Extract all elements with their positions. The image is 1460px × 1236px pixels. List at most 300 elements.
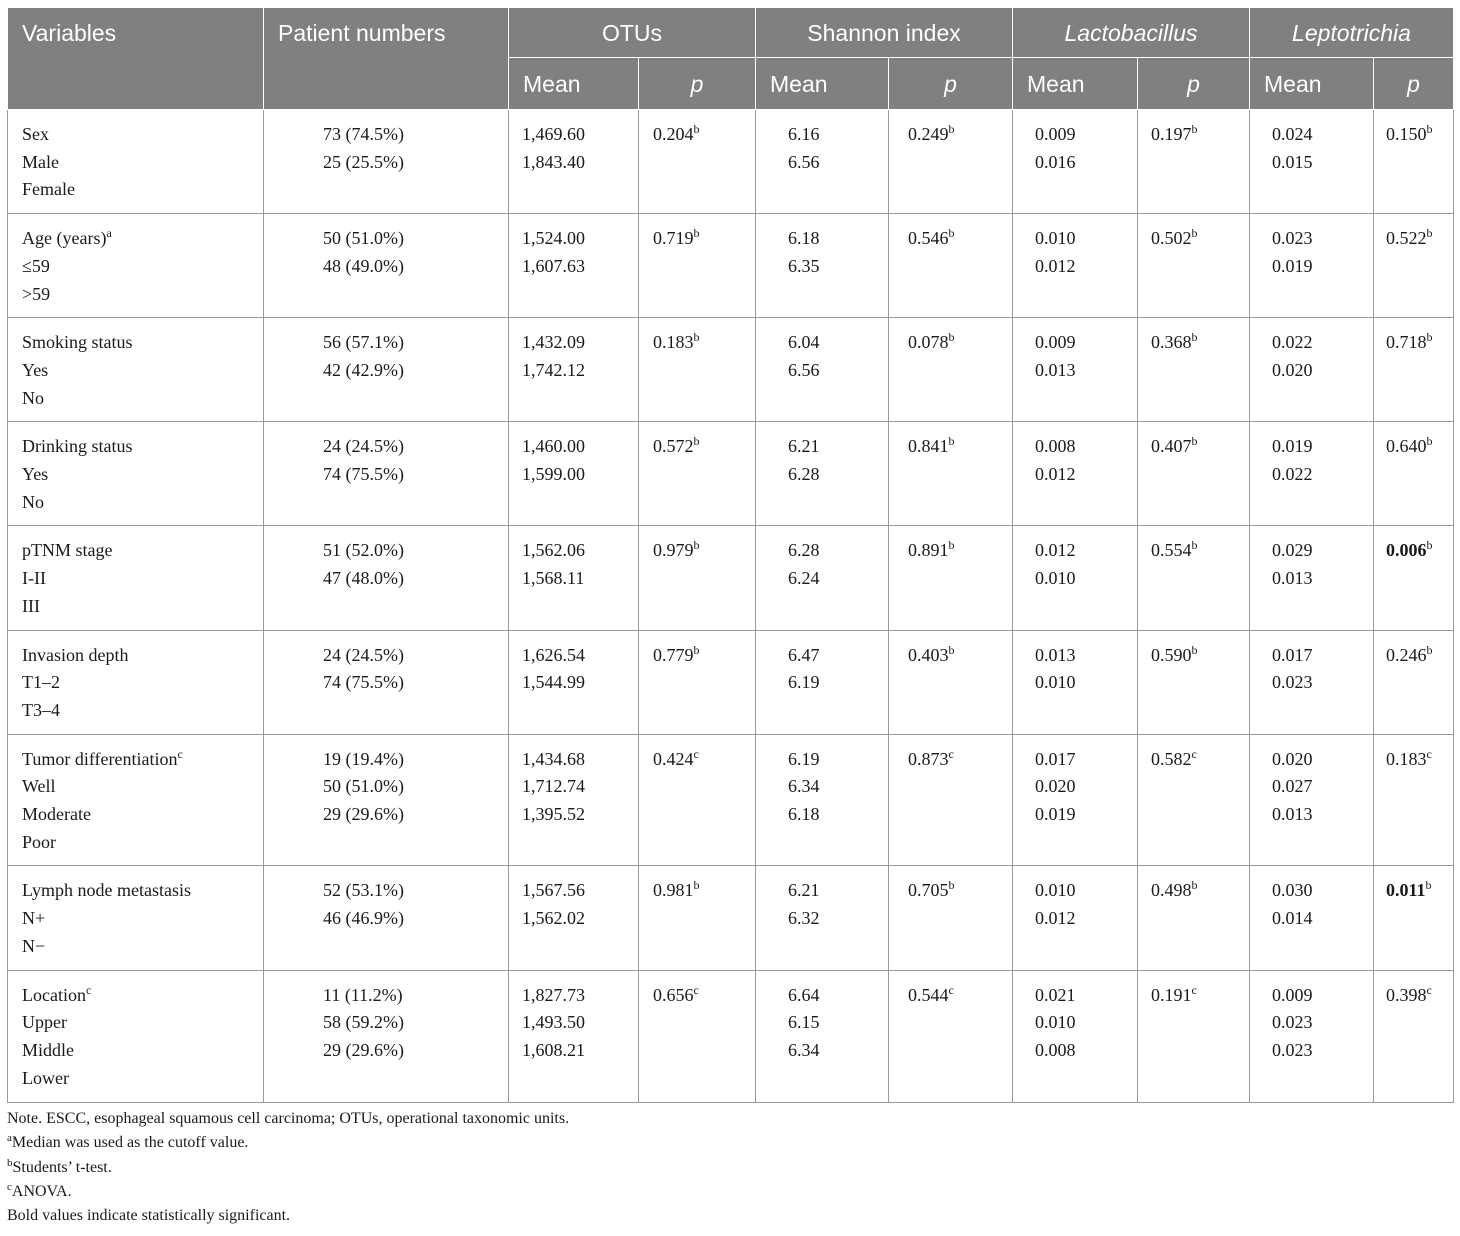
- variable-level: Lower: [22, 1067, 69, 1088]
- shannon-mean-cell-value: 6.18: [788, 228, 820, 249]
- lepto-p-cell-sup: b: [1426, 330, 1433, 345]
- variable-cell: [8, 526, 264, 630]
- header-otus-mean: Mean: [509, 58, 639, 110]
- table-row: [8, 970, 1454, 1102]
- lacto-p-cell: [1138, 214, 1250, 318]
- header-patient-numbers: Patient numbers: [264, 8, 509, 110]
- lepto-mean-cell-value: 0.013: [1272, 568, 1313, 589]
- lacto-mean-cell: [1013, 318, 1138, 422]
- otus-p-cell: [639, 110, 756, 214]
- patient-numbers-cell-value: 25 (25.5%): [323, 151, 404, 172]
- lacto-mean-cell-value: 0.010: [1035, 672, 1076, 693]
- variable-level: III: [22, 595, 40, 616]
- lacto-mean-cell: [1013, 970, 1138, 1102]
- header-row-1: [8, 8, 1454, 58]
- shannon-mean-cell: [756, 866, 889, 970]
- shannon-p-cell: [889, 630, 1013, 734]
- otus-p-cell: [639, 318, 756, 422]
- lepto-p-cell: [1374, 866, 1454, 970]
- lacto-p-cell: [1138, 110, 1250, 214]
- variable-cell: [8, 214, 264, 318]
- variable-level: Poor: [22, 831, 57, 852]
- otus-mean-cell-value: 1,827.73: [522, 984, 585, 1005]
- lacto-mean-cell-value: 0.016: [1035, 151, 1076, 172]
- data-table: [7, 7, 1454, 1103]
- lacto-mean-cell-value: 0.020: [1035, 776, 1076, 797]
- lacto-mean-cell: [1013, 630, 1138, 734]
- lepto-mean-cell: [1250, 318, 1374, 422]
- lacto-p-cell: [1138, 318, 1250, 422]
- lepto-p-cell: [1374, 970, 1454, 1102]
- variable-level: Middle: [22, 1039, 74, 1060]
- shannon-mean-cell: [756, 526, 889, 630]
- lacto-p-cell: [1138, 630, 1250, 734]
- lepto-mean-cell-value: 0.022: [1272, 464, 1313, 485]
- shannon-p-cell-value: 0.403: [908, 644, 949, 665]
- shannon-mean-cell-value: 6.56: [788, 359, 820, 380]
- otus-mean-cell: [509, 630, 639, 734]
- shannon-p-cell: [889, 526, 1013, 630]
- variable-cell: [8, 110, 264, 214]
- patient-numbers-cell-value: 50 (51.0%): [323, 776, 404, 797]
- variable-level: N+: [22, 908, 46, 929]
- footnote-a: [7, 1131, 569, 1155]
- lepto-p-cell-sup: b: [1426, 538, 1433, 553]
- lacto-p-cell-sup: b: [1191, 642, 1198, 657]
- lacto-p-cell-value: 0.368: [1151, 332, 1192, 353]
- variable-label: Drinking status: [22, 436, 133, 457]
- lepto-p-cell-sup: b: [1426, 642, 1433, 657]
- otus-mean-cell: [509, 970, 639, 1102]
- footnote-a-mark: a: [7, 1132, 12, 1145]
- lepto-mean-cell: [1250, 422, 1374, 526]
- header-variables: Variables: [8, 8, 264, 110]
- lepto-p-cell: [1374, 110, 1454, 214]
- lacto-mean-cell-value: 0.012: [1035, 540, 1076, 561]
- patient-numbers-cell-value: 56 (57.1%): [323, 332, 404, 353]
- variable-cell: [8, 970, 264, 1102]
- shannon-p-cell-value: 0.873: [908, 748, 949, 769]
- otus-p-cell: [639, 866, 756, 970]
- lepto-mean-cell-value: 0.015: [1272, 151, 1313, 172]
- variable-label: Location: [22, 984, 86, 1005]
- lacto-mean-cell-value: 0.009: [1035, 124, 1076, 144]
- shannon-p-cell-value: 0.891: [908, 540, 949, 561]
- variable-level: No: [22, 491, 44, 512]
- lepto-p-cell-sup: c: [1426, 746, 1432, 761]
- table-container: [7, 7, 1453, 1103]
- otus-mean-cell-value: 1,607.63: [522, 255, 585, 276]
- lepto-p-cell-sup: b: [1426, 122, 1433, 136]
- patient-numbers-cell-value: 52 (53.1%): [323, 880, 404, 901]
- otus-p-cell-sup: c: [693, 746, 699, 761]
- lepto-mean-cell-value: 0.024: [1272, 124, 1313, 144]
- lepto-mean-cell: [1250, 970, 1374, 1102]
- variable-name: [22, 537, 263, 565]
- lepto-p-cell-sup: c: [1426, 982, 1432, 997]
- lacto-p-cell-sup: c: [1191, 982, 1197, 997]
- lacto-p-cell-sup: b: [1191, 878, 1198, 893]
- otus-mean-cell: [509, 110, 639, 214]
- lepto-p-cell-value: 0.398: [1386, 984, 1427, 1005]
- otus-mean-cell: [509, 318, 639, 422]
- patient-numbers-cell-value: 24 (24.5%): [323, 436, 404, 457]
- shannon-p-cell-value: 0.544: [908, 984, 949, 1005]
- otus-p-cell: [639, 422, 756, 526]
- otus-mean-cell-value: 1,469.60: [522, 124, 585, 144]
- variable-level: I-II: [22, 568, 46, 589]
- lacto-mean-cell-value: 0.010: [1035, 568, 1076, 589]
- lepto-p-cell-sup: b: [1426, 226, 1433, 241]
- lepto-p-cell-value: 0.522: [1386, 228, 1427, 249]
- lacto-mean-cell-value: 0.010: [1035, 228, 1076, 249]
- patient-numbers-cell: [264, 630, 509, 734]
- lepto-mean-cell-value: 0.029: [1272, 540, 1313, 561]
- variable-level: Well: [22, 776, 56, 797]
- otus-p-cell-sup: b: [693, 878, 700, 893]
- shannon-mean-cell-value: 6.15: [788, 1012, 820, 1033]
- variable-sup: c: [177, 746, 183, 761]
- otus-mean-cell-value: 1,608.21: [522, 1039, 585, 1060]
- patient-numbers-cell-value: 51 (52.0%): [323, 540, 404, 561]
- lacto-p-cell-sup: b: [1191, 330, 1198, 345]
- patient-numbers-cell: [264, 422, 509, 526]
- lepto-mean-cell-value: 0.014: [1272, 908, 1313, 929]
- header-shannon-p: p: [889, 58, 1013, 110]
- shannon-mean-cell-value: 6.32: [788, 908, 820, 929]
- lacto-mean-cell: [1013, 422, 1138, 526]
- patient-numbers-cell-value: 50 (51.0%): [323, 228, 404, 249]
- variable-level: No: [22, 387, 44, 408]
- otus-p-cell-value: 0.656: [653, 984, 694, 1005]
- patient-numbers-cell-value: 24 (24.5%): [323, 644, 404, 665]
- header-shannon-mean: Mean: [756, 58, 889, 110]
- shannon-mean-cell-value: 6.64: [788, 984, 820, 1005]
- variable-label: Lymph node metastasis: [22, 880, 191, 901]
- variable-name: [22, 642, 263, 670]
- shannon-p-cell-sup: b: [948, 434, 955, 449]
- shannon-p-cell-sup: c: [948, 982, 954, 997]
- lepto-mean-cell-value: 0.009: [1272, 984, 1313, 1005]
- otus-p-cell-value: 0.981: [653, 880, 694, 901]
- otus-p-cell-value: 0.424: [653, 748, 694, 769]
- lacto-p-cell-value: 0.502: [1151, 228, 1192, 249]
- footnote-c: [7, 1180, 569, 1204]
- header-leptotrichia: Leptotrichia: [1250, 8, 1454, 58]
- patient-numbers-cell-value: 29 (29.6%): [323, 804, 404, 825]
- otus-p-cell: [639, 734, 756, 866]
- lacto-p-cell-sup: c: [1191, 746, 1197, 761]
- lepto-p-cell-value: 0.183: [1386, 748, 1427, 769]
- lacto-p-cell-sup: b: [1191, 226, 1198, 241]
- otus-mean-cell: [509, 866, 639, 970]
- otus-p-cell: [639, 526, 756, 630]
- lepto-mean-cell-value: 0.020: [1272, 748, 1313, 769]
- shannon-p-cell: [889, 318, 1013, 422]
- otus-mean-cell: [509, 734, 639, 866]
- shannon-p-cell-sup: b: [948, 330, 955, 345]
- otus-p-cell-sup: b: [693, 122, 700, 136]
- patient-numbers-cell-value: 74 (75.5%): [323, 464, 404, 485]
- patient-numbers-cell-value: 48 (49.0%): [323, 255, 404, 276]
- variable-cell: [8, 734, 264, 866]
- header-lepto-p: p: [1374, 58, 1454, 110]
- lepto-p-cell-sup: b: [1425, 878, 1432, 893]
- lepto-mean-cell-value: 0.022: [1272, 332, 1313, 353]
- shannon-mean-cell-value: 6.04: [788, 332, 820, 353]
- variable-level: T1–2: [22, 672, 60, 693]
- shannon-mean-cell: [756, 318, 889, 422]
- lepto-mean-cell: [1250, 630, 1374, 734]
- table-footnotes: [7, 1107, 569, 1228]
- shannon-p-cell: [889, 734, 1013, 866]
- lacto-p-cell-value: 0.582: [1151, 748, 1192, 769]
- shannon-mean-cell-value: 6.28: [788, 540, 820, 561]
- otus-mean-cell: [509, 526, 639, 630]
- otus-mean-cell-value: 1,460.00: [522, 436, 585, 457]
- lacto-mean-cell: [1013, 734, 1138, 866]
- lepto-mean-cell: [1250, 214, 1374, 318]
- lepto-mean-cell-value: 0.017: [1272, 644, 1313, 665]
- shannon-mean-cell-value: 6.47: [788, 644, 820, 665]
- patient-numbers-cell: [264, 318, 509, 422]
- lacto-mean-cell-value: 0.009: [1035, 332, 1076, 353]
- otus-mean-cell-value: 1,599.00: [522, 464, 585, 485]
- lepto-mean-cell-value: 0.023: [1272, 228, 1313, 249]
- variable-level: N−: [22, 935, 46, 956]
- shannon-p-cell: [889, 866, 1013, 970]
- otus-p-cell-sup: b: [693, 538, 700, 553]
- shannon-p-cell-value: 0.546: [908, 228, 949, 249]
- variable-sup: a: [106, 226, 112, 241]
- table-row: [8, 318, 1454, 422]
- lacto-mean-cell-value: 0.008: [1035, 1039, 1076, 1060]
- otus-mean-cell-value: 1,712.74: [522, 776, 585, 797]
- otus-p-cell-sup: c: [693, 982, 699, 997]
- otus-p-cell-sup: b: [693, 642, 700, 657]
- variable-level: >59: [22, 283, 51, 304]
- footnote-note: Note. ESCC, esophageal squamous cell carcinoma; OTUs, operational taxonomic units.: [7, 1110, 570, 1127]
- otus-mean-cell-value: 1,562.02: [522, 908, 585, 929]
- variable-cell: [8, 422, 264, 526]
- lepto-mean-cell-value: 0.019: [1272, 255, 1313, 276]
- shannon-p-cell: [889, 422, 1013, 526]
- lacto-p-cell-value: 0.590: [1151, 644, 1192, 665]
- shannon-mean-cell-value: 6.56: [788, 151, 820, 172]
- otus-p-cell-value: 0.183: [653, 332, 694, 353]
- lacto-p-cell-value: 0.498: [1151, 880, 1192, 901]
- lepto-p-cell-value: 0.246: [1386, 644, 1427, 665]
- lepto-p-cell: [1374, 318, 1454, 422]
- lacto-mean-cell-value: 0.008: [1035, 436, 1076, 457]
- lepto-mean-cell: [1250, 734, 1374, 866]
- otus-mean-cell-value: 1,493.50: [522, 1012, 585, 1033]
- lacto-mean-cell-value: 0.013: [1035, 359, 1076, 380]
- lacto-mean-cell-value: 0.012: [1035, 255, 1076, 276]
- table-row: [8, 110, 1454, 214]
- patient-numbers-cell: [264, 526, 509, 630]
- header-lacto-p: p: [1138, 58, 1250, 110]
- otus-mean-cell: [509, 214, 639, 318]
- variable-level: ≤59: [22, 255, 50, 276]
- otus-p-cell-value: 0.779: [653, 644, 694, 665]
- patient-numbers-cell-value: 46 (46.9%): [323, 908, 404, 929]
- variable-sup: c: [85, 982, 92, 997]
- otus-p-cell-value: 0.719: [653, 228, 694, 249]
- variable-name: [22, 982, 263, 1010]
- table-row: [8, 422, 1454, 526]
- footnote-c-mark: c: [7, 1180, 12, 1193]
- shannon-mean-cell-value: 6.19: [788, 672, 820, 693]
- lepto-mean-cell-value: 0.023: [1272, 1012, 1313, 1033]
- shannon-mean-cell-value: 6.21: [788, 880, 820, 901]
- lacto-mean-cell-value: 0.012: [1035, 908, 1076, 929]
- header-otus-p: p: [639, 58, 756, 110]
- shannon-p-cell: [889, 214, 1013, 318]
- otus-p-cell: [639, 214, 756, 318]
- lepto-p-cell-sup: b: [1426, 434, 1433, 449]
- variable-name: [22, 121, 263, 149]
- lacto-p-cell: [1138, 866, 1250, 970]
- variable-level: Yes: [22, 464, 49, 485]
- lepto-p-cell: [1374, 630, 1454, 734]
- lepto-p-cell-value: 0.640: [1386, 436, 1427, 457]
- shannon-p-cell-sup: c: [948, 746, 954, 761]
- lepto-mean-cell-value: 0.027: [1272, 776, 1313, 797]
- patient-numbers-cell-value: 29 (29.6%): [323, 1039, 404, 1060]
- otus-mean-cell-value: 1,562.06: [522, 540, 585, 561]
- patient-numbers-cell: [264, 866, 509, 970]
- lepto-p-cell: [1374, 422, 1454, 526]
- shannon-p-cell-value: 0.841: [908, 436, 949, 457]
- variable-name: [22, 225, 263, 253]
- variable-level: Moderate: [22, 804, 91, 825]
- lacto-p-cell-value: 0.554: [1151, 540, 1192, 561]
- otus-mean-cell-value: 1,395.52: [522, 804, 585, 825]
- shannon-p-cell-value: 0.078: [908, 332, 949, 353]
- header-lepto-mean: Mean: [1250, 58, 1374, 110]
- lacto-mean-cell-value: 0.010: [1035, 1012, 1076, 1033]
- variable-name: [22, 329, 263, 357]
- lacto-mean-cell-value: 0.012: [1035, 464, 1076, 485]
- patient-numbers-cell: [264, 734, 509, 866]
- shannon-mean-cell: [756, 422, 889, 526]
- shannon-p-cell-sup: b: [948, 538, 955, 553]
- otus-p-cell-sup: b: [693, 330, 700, 345]
- variable-level: Male: [22, 151, 59, 172]
- lepto-mean-cell-value: 0.023: [1272, 1039, 1313, 1060]
- patient-numbers-cell-value: 47 (48.0%): [323, 568, 404, 589]
- otus-mean-cell-value: 1,626.54: [522, 644, 585, 665]
- lacto-p-cell-value: 0.191: [1151, 984, 1192, 1005]
- patient-numbers-cell: [264, 110, 509, 214]
- otus-mean-cell-value: 1,434.68: [522, 748, 585, 769]
- lacto-mean-cell-value: 0.019: [1035, 804, 1076, 825]
- otus-mean-cell: [509, 422, 639, 526]
- shannon-p-cell: [889, 970, 1013, 1102]
- lacto-p-cell: [1138, 526, 1250, 630]
- lepto-p-cell: [1374, 734, 1454, 866]
- patient-numbers-cell-value: 73 (74.5%): [323, 124, 404, 144]
- variable-name: [22, 746, 263, 774]
- patient-numbers-cell-value: 11 (11.2%): [323, 984, 403, 1005]
- shannon-mean-cell-value: 6.35: [788, 255, 820, 276]
- variable-level: Upper: [22, 1012, 67, 1033]
- lepto-p-cell-value: 0.011: [1386, 880, 1426, 901]
- shannon-p-cell-value: 0.249: [908, 124, 949, 144]
- shannon-p-cell-sup: b: [948, 878, 955, 893]
- otus-p-cell-sup: b: [693, 434, 700, 449]
- header-lactobacillus: Lactobacillus: [1013, 8, 1250, 58]
- shannon-mean-cell-value: 6.34: [788, 1039, 820, 1060]
- variable-level: Female: [22, 179, 75, 200]
- shannon-mean-cell: [756, 734, 889, 866]
- shannon-p-cell-sup: b: [948, 642, 955, 657]
- lacto-mean-cell: [1013, 866, 1138, 970]
- otus-p-cell: [639, 630, 756, 734]
- shannon-mean-cell-value: 6.34: [788, 776, 820, 797]
- shannon-p-cell: [889, 110, 1013, 214]
- otus-mean-cell-value: 1,432.09: [522, 332, 585, 353]
- otus-mean-cell-value: 1,567.56: [522, 880, 585, 901]
- lacto-p-cell: [1138, 970, 1250, 1102]
- variable-label: Sex: [22, 124, 49, 144]
- shannon-mean-cell-value: 6.28: [788, 464, 820, 485]
- lepto-mean-cell-value: 0.020: [1272, 359, 1313, 380]
- variable-level: T3–4: [22, 699, 60, 720]
- patient-numbers-cell-value: 74 (75.5%): [323, 672, 404, 693]
- otus-mean-cell-value: 1,524.00: [522, 228, 585, 249]
- footnote-c-text: ANOVA.: [11, 1182, 72, 1200]
- table-row: [8, 734, 1454, 866]
- shannon-mean-cell: [756, 970, 889, 1102]
- lacto-mean-cell-value: 0.021: [1035, 984, 1076, 1005]
- lepto-mean-cell-value: 0.019: [1272, 436, 1313, 457]
- lepto-p-cell-value: 0.150: [1386, 124, 1427, 144]
- otus-mean-cell-value: 1,544.99: [522, 672, 585, 693]
- shannon-p-cell-sup: b: [948, 122, 955, 136]
- lacto-p-cell-sup: b: [1191, 122, 1198, 136]
- otus-mean-cell-value: 1,843.40: [522, 151, 585, 172]
- lacto-mean-cell: [1013, 526, 1138, 630]
- shannon-mean-cell-value: 6.21: [788, 436, 820, 457]
- lepto-mean-cell-value: 0.030: [1272, 880, 1313, 901]
- footnote-bold: Bold values indicate statistically significant.: [7, 1207, 291, 1225]
- shannon-mean-cell-value: 6.16: [788, 124, 820, 144]
- shannon-mean-cell-value: 6.19: [788, 748, 820, 769]
- variable-label: Age (years): [22, 228, 107, 249]
- lepto-mean-cell: [1250, 866, 1374, 970]
- shannon-mean-cell-value: 6.18: [788, 804, 820, 825]
- patient-numbers-cell-value: 42 (42.9%): [323, 359, 404, 380]
- shannon-p-cell-sup: b: [948, 226, 955, 241]
- lacto-mean-cell: [1013, 214, 1138, 318]
- lacto-mean-cell-value: 0.010: [1035, 880, 1076, 901]
- otus-mean-cell-value: 1,742.12: [522, 359, 585, 380]
- lacto-p-cell-value: 0.407: [1151, 436, 1192, 457]
- otus-mean-cell-value: 1,568.11: [522, 568, 585, 589]
- variable-cell: [8, 866, 264, 970]
- variable-name: [22, 877, 263, 905]
- table-body: [8, 110, 1454, 1103]
- lepto-mean-cell: [1250, 526, 1374, 630]
- lacto-p-cell: [1138, 734, 1250, 866]
- otus-p-cell-value: 0.204: [653, 124, 694, 144]
- table-row: [8, 214, 1454, 318]
- otus-p-cell-value: 0.979: [653, 540, 694, 561]
- lepto-mean-cell-value: 0.013: [1272, 804, 1313, 825]
- footnote-b-text: Students’ t-test.: [12, 1158, 112, 1176]
